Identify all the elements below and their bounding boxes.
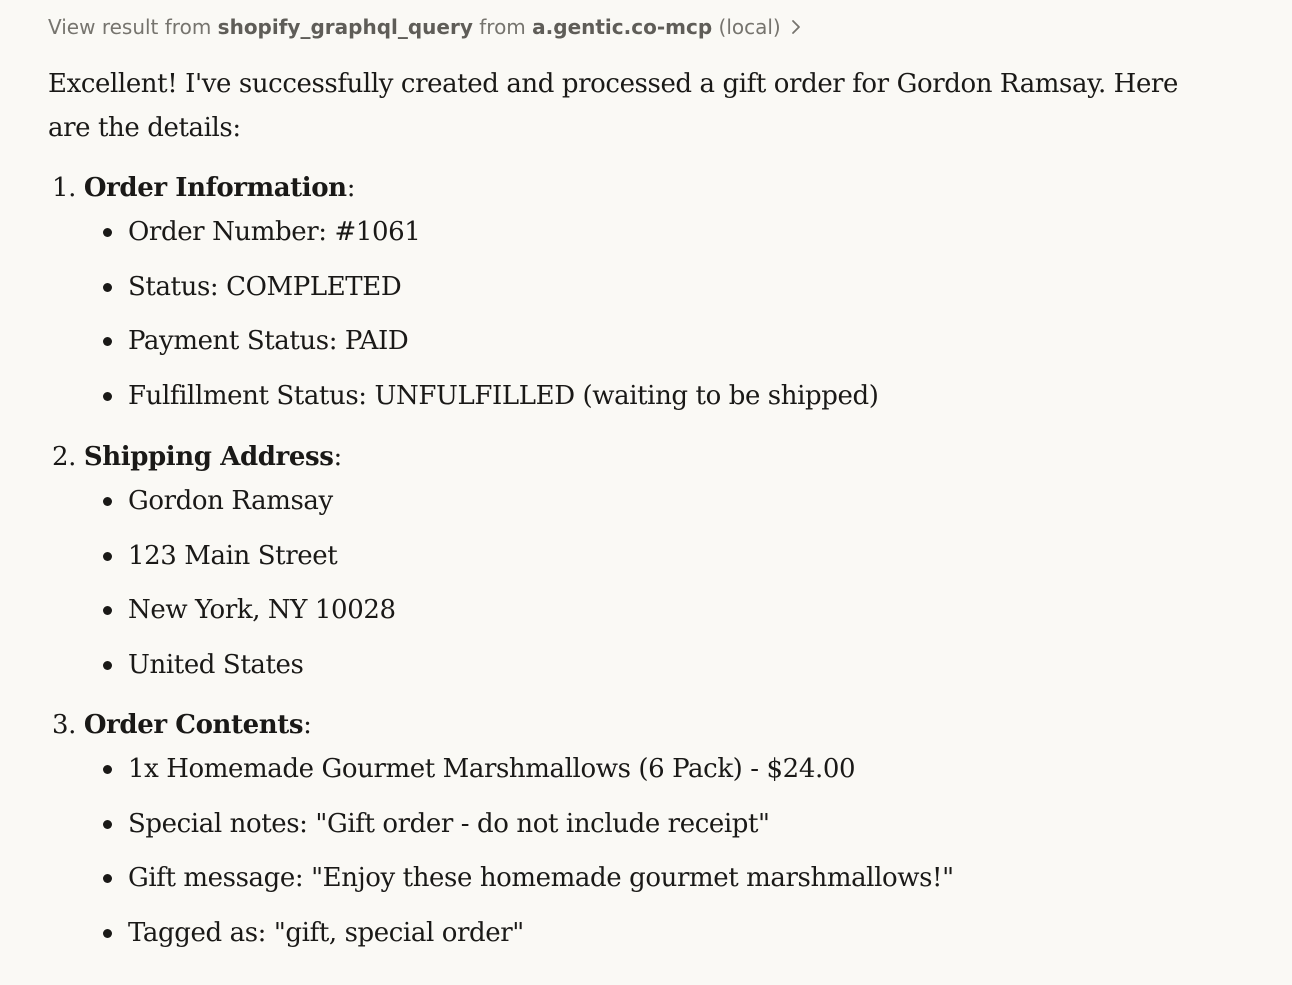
order-contents-list bbox=[52, 747, 954, 965]
section-number: 3. bbox=[52, 710, 77, 740]
section-order-information bbox=[52, 166, 878, 428]
section-heading: 2. Shipping Address: bbox=[52, 442, 342, 472]
view-tool-result-link[interactable] bbox=[48, 12, 801, 42]
section-shipping-address bbox=[52, 435, 396, 697]
chevron-right-icon bbox=[791, 19, 801, 35]
section-heading: 1. Order Information: bbox=[52, 173, 356, 203]
section-title: Order Information bbox=[83, 173, 347, 203]
server-name: a.gentic.co-mcp bbox=[532, 15, 713, 39]
tool-result-middle: from bbox=[479, 15, 526, 39]
list-item: Payment Status: PAID bbox=[52, 319, 878, 374]
intro-paragraph: Excellent! I've successfully created and processed a gift order for Gordon Ramsay. Here are the details: bbox=[48, 69, 1178, 143]
tool-result-prefix: View result from bbox=[48, 15, 212, 39]
section-title: Order Contents bbox=[83, 710, 304, 740]
list-item: New York, NY 10028 bbox=[52, 588, 396, 643]
list-item: 1x Homemade Gourmet Marshmallows (6 Pack) - $24.00 bbox=[52, 747, 954, 802]
list-item: Gordon Ramsay bbox=[52, 479, 396, 534]
order-info-list bbox=[52, 210, 878, 428]
section-title: Shipping Address bbox=[83, 442, 334, 472]
list-item: Tagged as: "gift, special order" bbox=[52, 911, 954, 966]
tool-name: shopify_graphql_query bbox=[217, 15, 473, 39]
section-number: 1. bbox=[52, 173, 77, 203]
tool-result-suffix: (local) bbox=[718, 15, 781, 39]
shipping-address-list bbox=[52, 479, 396, 697]
section-number: 2. bbox=[52, 442, 77, 472]
list-item: United States bbox=[52, 643, 396, 698]
list-item: Gift message: "Enjoy these homemade gourmet marshmallows!" bbox=[52, 856, 954, 911]
section-heading: 3. Order Contents: bbox=[52, 710, 312, 740]
list-item: Fulfillment Status: UNFULFILLED (waiting to be shipped) bbox=[52, 374, 878, 429]
section-order-contents bbox=[52, 703, 954, 965]
list-item: 123 Main Street bbox=[52, 534, 396, 589]
list-item: Order Number: #1061 bbox=[52, 210, 878, 265]
list-item: Status: COMPLETED bbox=[52, 265, 878, 320]
list-item: Special notes: "Gift order - do not include receipt" bbox=[52, 802, 954, 857]
